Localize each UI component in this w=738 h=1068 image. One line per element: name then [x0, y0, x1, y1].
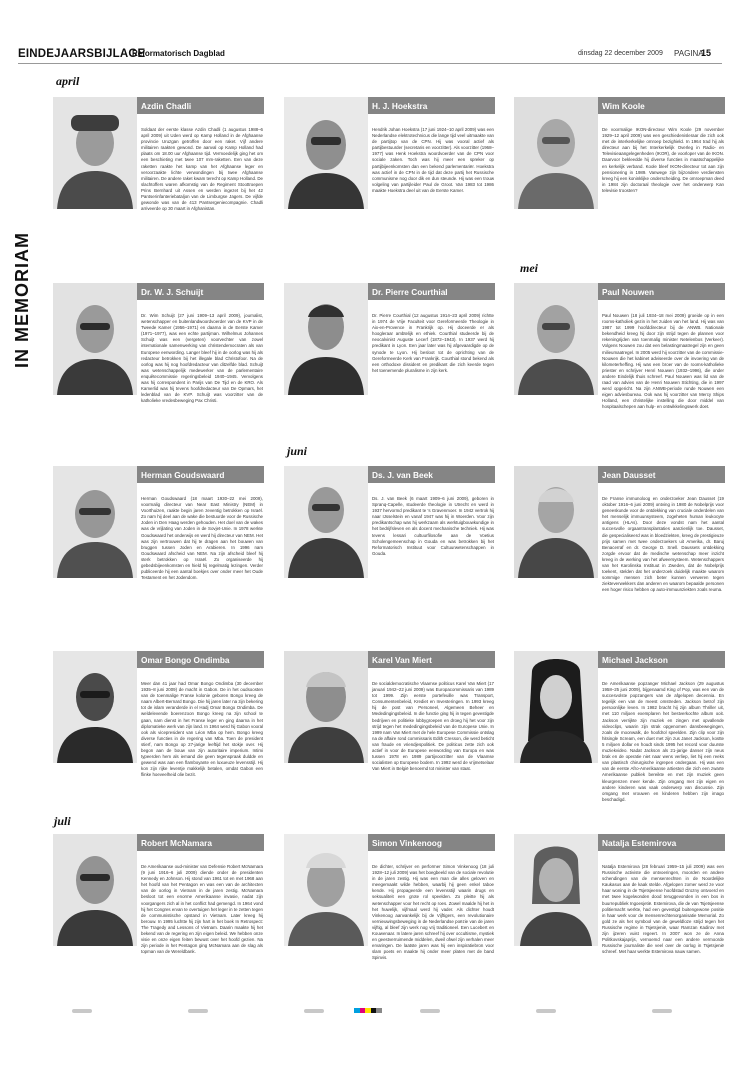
person-name: H. J. Hoekstra [368, 97, 495, 114]
color-calibration-bar [354, 1008, 382, 1013]
obituary-entry [53, 97, 267, 247]
obituary-entry [284, 466, 498, 616]
newspaper-name: Reformatorisch Dagblad [132, 49, 225, 58]
obituary-entry [284, 651, 498, 801]
biography-text: Paul Nouwen (18 juli 1934–18 mei 2009) groeide op in een rooms-katholiek gezin in het zuiden van het land. Hij was van 1987 tot 1999 hoofddirecteur bij de ANWB. Nationale bekendheid kreeg hij door zijn strijd tegen de plannen voor rekeningrijden van toenmalig minister Netelenbos (Verkeer). Volgens Nouwen zou dat een belastingmaatregel zijn en geen milieumaatregel. In 2005 werd hij voorzitter van de commissie-Nouwen die het kabinet adviseerde over de invoering van de kilometerheffing. Hij was een broer van de rooms-katholieke priester en schrijver Henri Nouwen (1932–1996), die onder andere Eindelijk thuis schreef. Paul Nouwen was lid van de raad van advies van de Henri Nouwen Stichting, die in 1997 werd opgericht. Na zijn ANWB-periode runde Nouwen een eigen adviesbureau. Ook was hij voorzitter van Mercy Ships Holland, een christelijke instelling die door middel van hospitaalschepen aan hulp- en ontwikkelingswerk doet. [602, 313, 724, 410]
portrait-photo [284, 834, 368, 946]
person-name: Natalja Estemirova [598, 834, 725, 851]
biography-text: Meer dan 41 jaar had Omar Bongo Ondimba (30 december 1935–8 juni 2009) de macht in Gabon. De in het oudsoosten van de toenmalige Franse kolonie geboren Bongo kreeg de naam Albert-Bernard Bongo. Die hij jaren later na zijn bekering tot de islam veranderde in el Hadj Omar Bongo Ondimba. De weldelevende boerenzoon Bongo kreeg na zijn school te gaan, nam dienst in het Franse leger en ging daarna in het diplomatieke werk van zijn land. In 1964 werd hij Gabon vooral ook als vicepresident van Léon Mba op hem. Bongo kreeg diverse functies in de regering van Mba. Toen de president stierf, nam Bongo op 27-jarige leeftijd het stokje over. Hij begon aan de bouw van zijn autoritaire imperium. Intimi typeerden hem als iemand die geen tegenspraak duldde en gewend was aan een flamboyante en luxueuze levensstijl. Hij kon zijn rijke leventje makkelijk betalen, omdat Gabon een flinke hoeveelheid olie bezit. [141, 681, 263, 778]
obituary-entry [53, 283, 267, 433]
person-name: Karel Van Miert [368, 651, 495, 668]
month-label-april: april [56, 74, 80, 88]
issue-date: dinsdag 22 december 2009 [578, 50, 663, 57]
registration-mark [420, 1009, 440, 1013]
person-name: Simon Vinkenoog [368, 834, 495, 851]
print-registration-marks [0, 1006, 738, 1016]
page-number: 15 [701, 48, 712, 58]
portrait-photo [514, 834, 598, 946]
portrait-photo [514, 651, 598, 763]
supplement-title: EINDEJAARSBIJLAGE [18, 48, 146, 60]
person-name: Michael Jackson [598, 651, 725, 668]
person-name: Wim Koole [598, 97, 725, 114]
person-name: Herman Goudswaard [137, 466, 264, 483]
biography-text: Hendrik Johan Hoekstra (17 juni 1924–10 april 2009) was een Nederlandse elektrotechnicus die lange tijd veel uitmaakte van de partijtop van de CPN. Hij was vooral actief als partijbestuurder (secretaris en voorzitter). Als voorzitter (1968–1977) was Henk Hoekstra woordvoerder van de CPN voor sociale zaken. Toch was hij meer een spreker op partijbijeenkomsten dan een bekend parlementariër. Hoekstra was actief in de CPN in de tijd dat deze partij het Russische communisme nog door dik en dun steunde. Hij was een trouw volgeling van partijleider Paul de Groot. Van 1983 tot 1986 maakte Hoekstra deel uit van de Eerste Kamer. [372, 127, 494, 193]
person-name: Ds. J. van Beek [368, 466, 495, 483]
obituary-entry [514, 283, 728, 433]
portrait-photo [514, 97, 598, 209]
biography-text: Natalja Estemirova (28 februari 1959–15 juli 2009) was een Russische activiste die ontvoeringen, moorden en andere schendingen van de mensenrechten in de Noordelijke Kaukasus aan de kaak stelde. Afgelopen zomer werd ze voor haar woning in de Tsjetsjeense hoofdstad Grozny ontvoerd en met twee kogelwonden dood teruggevonden in een bos in buurrepubliek Ingoesjetië. Estemirova, die de van Tsjetsjeense politiemacht werkte, had een gevestigd buitengewone positie in haar werk voor de mensenrechtenorganisatie Memorial. Zo gold ze als het symbool van de geweldloze strijd tegen het Russische regime in Tsjetsjenië, waar Ramzan Kadirov met zijn ijzeren vuist regeert. In 2007 won ze de Anna Politkovskajaprijs, vernoemd naar een andere vermoorde Russische journaliste die veel over de oorlog in Tsjetsjenië schreef. Met haar werkte Estemirova nauw samen. [602, 864, 724, 955]
portrait-photo [284, 466, 368, 578]
person-name: Jean Dausset [598, 466, 725, 483]
portrait-photo [284, 651, 368, 763]
obituary-entry [514, 466, 728, 616]
month-label-mei: mei [520, 261, 538, 275]
obituary-entry [284, 834, 498, 984]
biography-text: De Amerikaanse oud-minister van Defensie Robert McNamara (9 juni 1916–6 juli 2009) diende onder de presidenten Kennedy en Johnson. Hij stond van 1961 tot en met 1968 aan het hoofd van het Pentagon en was een van de architecten van de oorlog in Vietnam in de jaren zestig. McNamara besloot tot een enorme Amerikaanse invasie, nadat zijn voorgangers zich al in het conflict had gemengd. In 1964 vond hij het Congres ervan te overtuigen het leger in te zetten tegen de communistische opstand in Vietnam. Later kreeg hij berouw. In 1995 luchtte hij zijn hart in het boek In Retrospect: The Tragedy and Lessons of Vietnam. Daarin maakte hij het bekend van de regering en zijn eigen beleid. We hebben onze visie en onze eigen feiten bewust over het hoofd gezien. Na zijn periode in het Pentagon ging McNamara aan de slag als topman van de Wereldbank. [141, 864, 263, 955]
obituary-entry [284, 97, 498, 247]
biography-text: De Amerikaanse popzanger Michael Jackson (29 augustus 1958–25 juni 2009), bijgenaamd King of Pop, was een van de succesvolste popzangers van de afgelopen decennia. En tegelijk een van de meest omstreden. Jackson betrof zijn persoonlijke leven. In 1982 bracht hij zijn album Thriller uit, met 110 miljoen exemplaren het bestverkochte album ooit. Jackson verrijkte zijn muziek en zingen met opvallende videoclips, waarin zijn strak opgenomen dansbewegingen, zoals de moonwalk, de hoofdrol speelden. Zijn clip voor zijn hitsingle Scream, een duet met zijn zus Janet Jackson, kostte 5 miljoen dollar en houdt sinds 1995 het record voor duurste muziekvideo. Nadat Jackson als 21-jarige danser zijn neus brak en de operatie niet naar wens verliep, liet hij een reeks van plastisch chirurgische ingrepen ondergaan. Hij was een van de eerste Afro-Amerikaanse artiesten die zich een zwarte Amerikaanse publiek bereikte en met zijn muziek geen kleurgrenzen meer kende. Zijn omgang met zijn eigen en andere kinderen was vaak onderwerp van discussie. Zijn omgang met vrouwen en kinderen hebben zijn imago beschadigd. [602, 681, 724, 802]
biography-text: De dichter, schrijver en performer Simon Vinkenoog (18 juli 1928–12 juli 2009) was het boegbeeld van de sociale revolutie in de jaren zestig. Hij was een man die alles geloven en meegemaakt wilde hebben, waarbij hij geen enkel taboe kende. Hij propageerde een levensstijl waarin drugs en seksualiteit een grote rol speelden. Zo pleitte hij als wetenschapper voor het recht op roes. Zowel maalde hij het in het huwelijk, vijfmaal werd hij vader. Als dichter houdt Vinkenoog aanvankelijk bij de Vijftigers, een revolutionaire vernieuwingsbeweging in de Nederlandse poëzie van de jaren vijftig, al bleef zijn werk nog vrij traditioneel. Een Lucebert en Kouwenaar. In latere jaren schreef hij over occultisme, mystiek en geestverruimende middelen, dweil ofwel zijn verhalen meer ervaringen. De laatste jaren was hij een inspiratiebron voor slam poets en maakte hij onder meer platen met de band Spinvis. [372, 864, 494, 961]
obituary-entry [284, 283, 498, 433]
person-name: Omar Bongo Ondimba [137, 651, 264, 668]
person-name: Paul Nouwen [598, 283, 725, 300]
portrait-photo [53, 283, 137, 395]
page-label: PAGINA [674, 49, 704, 58]
portrait-photo [53, 97, 137, 209]
biography-text: De socialdemocratische Vlaamse politicus Karel Van Miert (17 januari 1942–22 juni 2009) was Europacommissaris van 1989 tot 1999. Zijn eerste portefeuille was Transport, Consumentenbeleid, Krediet en Investeringen. In 1993 kreeg hij de post van Personeel, Algemeen Beheer en Mededingingsbeleid. In die functie ging hij in tegen gevestigde bedrijven en politieke lobbygroepen en droeg hij het voor zijn strijd tegen het mededingingsbeleid van de Europese Unie. In 1999 nam Van Miert met de hele Europese Commissie ontslag na de affaire rond commissaris Edith Cresson, die werd beticht van fraude en vriendjespolitiek. De politicus zette zich ook actief in voor de Europese eenwording van Europa en was tussen 1978 en 1989 partijvoorzitter van de Vlaamse socialisten op Europese bodem. In 1992 werd de vrijmetselaar Van Miert in België benoemd tot minister van staat. [372, 681, 494, 772]
biography-text: Herman Goudswaard (18 maart 1930–22 mei 2009), voormalig directeur van Near East Ministry (NEM) in Voorthuizen, raakte begin jaren zeventig betrokken op Israël. Zo nam hij deel aan de wake die bestuurde voor de Russische Joden in Den Haag werden gehouden. Het doel van de wakes was de vrijlating van Joden in de Sovjet-Unie. In 1978 werkte Goudswaard het onderwijs en werd hij directeur van NEM. Het was zijn vertrouwen dat hij te dragen aan het bouwen van bruggen tussen Joden en Arabieren. In 1996 nam Goudswaard afscheid van NEM. Na zijn afscheid bleef hij sterk betrokken op Israël. Zo organiseerde hij gebedsbijeenkomsten en hield hij regelmatig lezingen. Verder publiceerde hij een aantal boekjes over onder meer het Oude Testament en het Jodendom. [141, 496, 263, 581]
portrait-photo [53, 466, 137, 578]
person-name: Azdin Chadli [137, 97, 264, 114]
section-title: IN MEMORIAM [12, 232, 32, 368]
person-name: Dr. W. J. Schuijt [137, 283, 264, 300]
registration-mark [536, 1009, 556, 1013]
portrait-photo [284, 97, 368, 209]
obituary-entry [514, 651, 728, 801]
portrait-photo [53, 651, 137, 763]
biography-text: Ds. J. van Beek (6 maart 1909–6 juni 2009), geboren in Spranq-Capelle, studeerde theologie in Utrecht en werd in 1937 hervormd predikant te 's Gravenmoer. In 1942 vertrok hij naar IJsselstein en vanaf 1947 was hij in Woerden. Voor zijn predikantschap was hij werkzaam als werktuigbouwkundige in het bedrijfsleven en als docent mechanische techniek. Hij was tevens lessari cultuurfilosofie aan de Voetius Scholengemeenschap in Gouda en was betrokken bij het Reformatorisch Instituut voor Cultuurwetenschappen in Gouda. [372, 496, 494, 556]
portrait-photo [514, 466, 598, 578]
registration-mark [188, 1009, 208, 1013]
registration-mark [652, 1009, 672, 1013]
masthead [18, 48, 722, 64]
person-name: Dr. Pierre Courthial [368, 283, 495, 300]
obituary-entry [53, 834, 267, 984]
biography-text: Soldaat der eerste klasse Azdin Chadli (1 augustus 1988–6 april 2009) uit Uden werd op Kamp Holland in de Afghaanse provincie Uruzgan getroffen door een raket. Vijf andere militairen raakten gewond. De aanval op Kamp Holland had plaats om 18.00 uur Afghaanse tijd. Vermoedelijk ging het om een beschieting met twee 107 mm-raketten. Een van deze raketten raakte het kamp van het Afghaanse leger en veroorzaakte lichte verwondingen bij twee Afghaanse militairen. De andere raket kwam terecht op Kamp Holland. De slachtoffers waren afkomstig van de Regiment Stoottroepen Prins Bernhard uit Assen en werden ingezet bij het 42 Pantserinfanteriebataljon van de Limburgse Jagers. De vijfde gewonde was van de 413 Pantsergeniecompagnie. Chadli arriveerde op 30 maart in Afghanistan. [141, 127, 263, 212]
registration-mark [304, 1009, 324, 1013]
biography-text: Dr. Wim Schuijt (27 juni 1909–13 april 2009), journalist, wetenschapper en buitenlandwoordvoerder van de KVP in de Tweede Kamer (1956–1971) en daarna in de Eerste Kamer (1971–1977), was een echte partijman. Wilhelmus Johannes Schuijt was een (vergeten) voorvechter van zowel internationale samenwerking van christendemocraten als van Europese eenwording. Langer bleef hij in de oorlog was hij als redacteur betrokken bij het illegale blad Christofoor. Na de oorlog was hij nog hoofdredacteur van ditzelfde blad. Schuijt was wetenschappelijk medewerker van de parlementaire enquêtecommissie regeringsbeleid 1940–1945. Vervolgens was hij correspondent in Parijs van De Tijd en de KRO. Als Kamerlid was hij tevens hoofdredacteur van De Opmars, het ledenblad van de KVP. Schuijt was voorzitter van de katholieke vredesbeweging Pax Christi. [141, 313, 263, 404]
biography-text: De voormalige IKON-directeur Wim Koole (29 november 1929–12 april 2009) was een geschiedenisleraar die zich ook met de interkerkelijke omroep bezighield. In 1964 trad hij als directeur aan bij het Interkerkelijk Overleg in Radio- en Televisieaangelegenheden (IKOR), de voorloper van de IKON. Daarvoor bekleedde hij diverse functies in maatschappelijke en kerkelijk verband. Koole bleef IKON-directeur tot aan zijn pensionering in 1989. Vanwege zijn bijzondere verdiensten kreeg hij een koninklijke onderscheiding. De omroepman deed in 1984 zijn doctoraal theologie over het onderwerp Kan televisie troosten? [602, 127, 724, 193]
biography-text: De Franse immunoloog en onderzoeker Jean Dausset (19 oktober 1916–6 juni 2009) ontving in 1980 de Nobelprijs voor geneeskunde voor de ontdekking van cruciale onderdelen van het menselijk immuunsysteem, zogeheten human leukocyte antigens (HLAs). Door deze vondst nam het aantal succesvolle orgaantransplantaties aanzienlijk toe. Dausset, die gespecialiseerd was in bloedziekten, kreeg de prestigieuze prijs samen met twee onderzoekers uit Amerika, dr. Baruj Benacerraf en dr. George D. Snell. Daussets ontdekking zorgde ervoor dat de medische wetenschap meer inzicht kreeg in de werking van het afweersysteem. Wetenschappers van het Karolinska Instituut in Zweden, dat de Nobelprijs toekent, stelden dat het onderzoek duidelijk maakte waarom sommige mensen zich beter kunnen verweren tegen ziekteverwekkers dan anderen en waarom bepaalde personen een hoger risico hebben op auto-immuunziekten zoals reuma. [602, 496, 724, 593]
obituary-entry [53, 466, 267, 616]
obituary-entry [53, 651, 267, 801]
portrait-photo [514, 283, 598, 395]
month-label-juli: juli [54, 814, 71, 828]
obituary-entry [514, 97, 728, 247]
registration-mark [72, 1009, 92, 1013]
portrait-photo [284, 283, 368, 395]
biography-text: Dr. Pierre Courthial (12 augustus 1914–23 april 2009) richtte in 1974 de Vrije Faculteit voor Gereformeerde Theologie in Aix-en-Provence in Frankrijk op. Hij doceerde er als hoogleraar ambtelijk en ethiek. Courthial studeerde bij de neocalvinist Auguste Lecerf (1872–1943). In 1937 werd hij predikant in Lyon. Een jaar later was hij afgevaardigde op de synode te Lyon. Hij besloot tot de oprichting van de Gereformeerde Kerk van Frankrijk. Courthial stond bekend als een orthodoxe dissident en predikant die zich keerde tegen het toenemende pluralisme in zijn kerk. [372, 313, 494, 373]
obituary-entry [514, 834, 728, 984]
portrait-photo [53, 834, 137, 946]
month-label-juni: juni [287, 444, 308, 458]
person-name: Robert McNamara [137, 834, 264, 851]
